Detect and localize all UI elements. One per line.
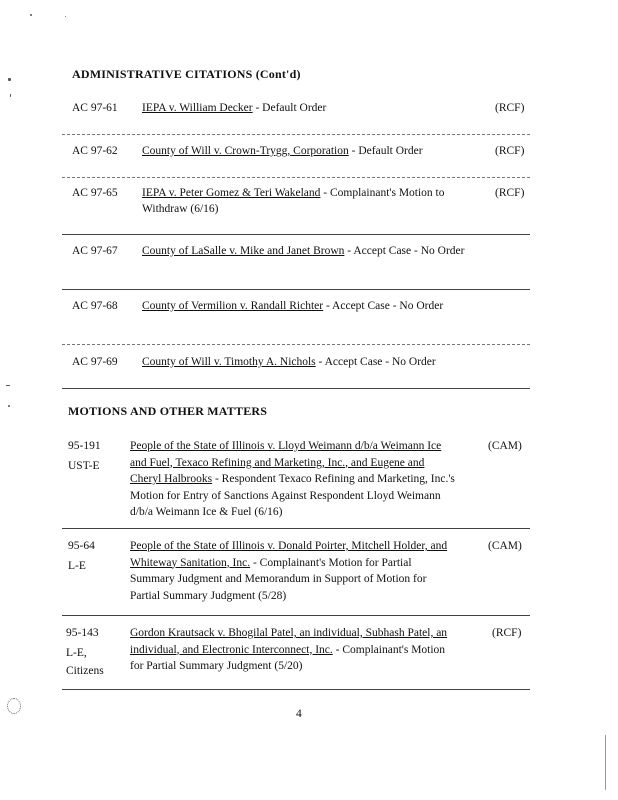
scan-speck — [8, 405, 10, 407]
case-action: - Accept Case - No Order — [323, 300, 444, 312]
case-action: - Default Order — [252, 102, 327, 114]
case-number: AC 97-62 — [72, 145, 118, 157]
case-title: County of Vermilion v. Randall Richter — [142, 300, 324, 312]
case-number: AC 97-61 — [72, 102, 118, 114]
case-number: AC 97-67 — [72, 245, 118, 257]
case-entry — [142, 143, 472, 159]
motion-entry — [130, 625, 460, 675]
motion-action: - Complainant's Motion for Partial Summary Judgment (5/20) — [130, 643, 446, 672]
case-title: County of Will v. Crown-Trygg, Corporation — [142, 145, 349, 157]
motion-subtype: L-E — [68, 560, 86, 572]
case-title: County of Will v. Timothy A. Nichols — [142, 356, 316, 368]
motions-heading: MOTIONS AND OTHER MATTERS — [68, 404, 268, 418]
case-entry — [142, 354, 542, 370]
case-action: - Accept Case - No Order — [344, 245, 465, 257]
motion-number: 95-64 — [68, 540, 95, 552]
case-number: AC 97-68 — [72, 300, 118, 312]
motion-entry — [130, 438, 455, 521]
scan-speck — [65, 16, 66, 17]
assignee-tag: (CAM) — [488, 540, 522, 552]
case-entry — [142, 298, 472, 314]
motion-action: - Respondent Texaco Refining and Marketing, Inc.'s Motion for Entry of Sanctions Against Respondent Lloyd Weimann d/b/a Weimann Ice & Fuel (6/16) — [130, 473, 455, 518]
divider — [62, 528, 530, 529]
case-entry — [142, 185, 472, 217]
case-action: - Default Order — [348, 145, 423, 157]
motion-subtype: L-E, Citizens — [66, 647, 104, 677]
divider — [62, 689, 530, 690]
case-title: County of LaSalle v. Mike and Janet Brown — [142, 245, 345, 257]
motion-number: 95-143 — [66, 627, 99, 639]
motion-action: - Complainant's Motion for Partial Summary Judgment and Memorandum in Support of Motion for Partial Summary Judgment (5/28) — [130, 556, 427, 602]
divider — [62, 134, 530, 135]
divider — [62, 234, 530, 235]
scan-speck — [10, 94, 11, 97]
assignee-tag: (RCF) — [495, 102, 525, 114]
assignee-tag: (RCF) — [495, 145, 525, 157]
scan-edge-mark — [605, 735, 606, 790]
divider — [62, 388, 530, 389]
case-title: IEPA v. Peter Gomez & Teri Wakeland — [142, 187, 321, 199]
admin-citations-heading: ADMINISTRATIVE CITATIONS (Cont'd) — [72, 67, 301, 81]
scan-speck — [6, 385, 10, 386]
motion-subtype: UST-E — [68, 460, 100, 472]
assignee-tag: (RCF) — [492, 627, 522, 639]
scan-speck — [30, 14, 32, 16]
case-action: - Complainant's Motion to Withdraw (6/16) — [142, 187, 445, 215]
case-number: AC 97-69 — [72, 356, 118, 368]
case-title: IEPA v. William Decker — [142, 102, 253, 114]
punch-hole-mark — [7, 698, 21, 714]
scan-speck — [8, 78, 11, 81]
motion-title: People of the State of Illinois v. Donald Poirter, Mitchell Holder, and Whiteway Sanitation, Inc. — [130, 540, 448, 569]
assignee-tag: (RCF) — [495, 187, 525, 199]
divider — [62, 344, 530, 345]
assignee-tag: (CAM) — [488, 440, 522, 452]
divider — [62, 177, 530, 178]
case-entry — [142, 243, 472, 259]
divider — [62, 615, 530, 616]
case-number: AC 97-65 — [72, 187, 118, 199]
motion-number: 95-191 — [68, 440, 101, 452]
motion-title: People of the State of Illinois v. Lloyd Weimann d/b/a Weimann Ice and Fuel, Texaco Refining and Marketing, Inc., and Eugene and Cheryl Halbrooks — [130, 440, 442, 485]
case-action: - Accept Case - No Order — [315, 356, 436, 368]
page-number: 4 — [296, 708, 302, 720]
divider — [62, 289, 530, 290]
case-entry — [142, 100, 472, 116]
motion-entry — [130, 538, 455, 604]
motion-title: Gordon Krautsack v. Bhogilal Patel, an individual, Subhash Patel, an individual, and Electronic Interconnect, Inc. — [130, 627, 448, 656]
